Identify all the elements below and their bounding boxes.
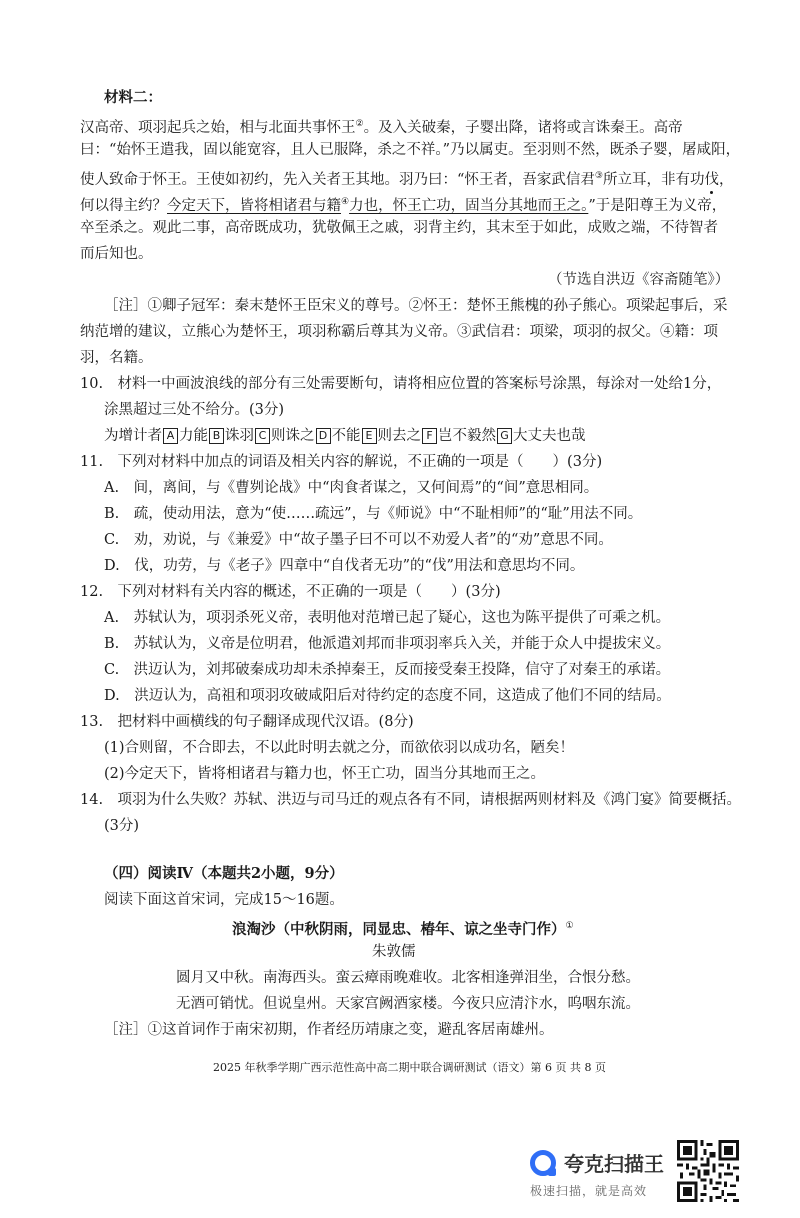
annotation-line: 羽，名籍。 (80, 350, 153, 366)
page-footer: 2025 年秋季学期广西示范性高中高二期中联合调研测试（语文）第 6 页 共 8 页 (213, 1061, 606, 1074)
question-11-option-a: A. 间，离间，与《曹刿论战》中“肉食者谋之，又何间焉”的“间”意思相同。 (104, 480, 599, 496)
question-11-option-d: D. 伐，功劳，与《老子》四章中“自伐者无功”的“伐”用法和意思均不同。 (104, 558, 585, 574)
question-11-option-c: C. 劝，劝说，与《兼爱》中“故子墨子曰不可以不劝爱人者”的“劝”意思不同。 (104, 532, 613, 548)
scanner-logo-icon (530, 1150, 556, 1176)
question-13-sentence-2: (2)今定天下，皆将相诸君与籍力也，怀王亡功，固当分其地而王之。 (104, 766, 546, 782)
question-12-option-d: D. 洪迈认为，高祖和项羽攻破咸阳后对待约定的态度不同，这造成了他们不同的结局。 (104, 688, 671, 704)
question-11-stem: 11. 下列对材料中加点的词语及相关内容的解说，不正确的一项是（ ）(3分) (80, 454, 603, 470)
scanner-slogan: 极速扫描，就是高效 (530, 1184, 648, 1198)
question-12-stem: 12. 下列对材料有关内容的概述，不正确的一项是（ ）(3分) (80, 584, 501, 600)
section-4-intro: 阅读下面这首宋词，完成15～16题。 (104, 892, 344, 908)
question-10-stem: 涂黑超过三处不给分。(3分) (104, 402, 285, 418)
poem-title: 浪淘沙（中秋阴雨，同显忠、椿年、谅之坐寺门作）① (232, 920, 574, 938)
question-12-option-b: B. 苏轼认为，义帝是位明君，他派遣刘邦而非项羽率兵入关，并能于众人中提拔宋义。 (104, 636, 671, 652)
question-14-stem: 14. 项羽为什么失败？苏轼、洪迈与司马迁的观点各有不同，请根据两则材料及《鸿门宴》简要概括。 (80, 792, 742, 808)
answer-box-f[interactable]: F (422, 428, 437, 444)
answer-box-d[interactable]: D (316, 428, 331, 444)
qr-code-icon (677, 1140, 739, 1202)
question-13-stem: 13. 把材料中画横线的句子翻译成现代汉语。(8分) (80, 714, 414, 730)
question-12-option-c: C. 洪迈认为，刘邦破秦成功却未杀掉秦王，反而接受秦王投降，信守了对秦王的承诺。 (104, 662, 671, 678)
question-10-stem: 10. 材料一中画波浪线的部分有三处需要断句，请将相应位置的答案标号涂黑，每涂对一处给1分， (80, 376, 722, 392)
material2-paragraph-line: 曰：“始怀王遣我，固以能宽容，且人已服降，杀之不祥。”乃以属吏。至羽则不然，既杀子婴，屠咸阳， (80, 142, 741, 158)
answer-box-e[interactable]: E (362, 428, 377, 444)
underlined-sentence: 力也，怀王亡功，固当分其地而王之。 (349, 197, 589, 214)
question-10-options: 为增计者 A 力能 B 诛羽 C 则诛之 D 不能 E 则去之 F 岂不毅然 G 大丈夫也哉 (104, 428, 586, 444)
question-13-sentence-1: (1)合则留，不合即去，不以此时明去就之分，而欲依羽以成功名，陋矣！ (104, 740, 575, 756)
dotted-char: 伐 (704, 171, 719, 188)
poem-author: 朱敦儒 (372, 944, 416, 960)
material2-paragraph-line: 汉高帝、项羽起兵之始，相与北面共事怀王②。及入关破秦，子婴出降，诸将或言诛秦王。高帝 (80, 119, 683, 136)
answer-box-g[interactable]: G (497, 428, 512, 444)
annotation-line: ［注］①卿子冠军：秦末楚怀王臣宋义的尊号。②怀王：楚怀王熊槐的孙子熊心。项梁起事后，采 (104, 298, 728, 314)
scanner-app-name: 夸克扫描王 (564, 1152, 664, 1176)
material2-paragraph-line: 而后知也。 (80, 246, 153, 262)
source-citation: （节选自洪迈《容斋随笔》） (548, 272, 730, 288)
poem-verse: 无酒可销忧。但说皇州。天家宫阙酒家楼。今夜只应清汴水，呜咽东流。 (176, 996, 640, 1012)
poem-annotation: ［注］①这首词作于南宋初期，作者经历靖康之变，避乱客居南雄州。 (104, 1022, 554, 1038)
section-4-title: （四）阅读Ⅳ（本题共2小题，9分） (104, 865, 344, 882)
annotation-line: 纳范增的建议，立熊心为楚怀王，项羽称霸后尊其为义帝。③武信君：项梁，项羽的叔父。④籍：项 (80, 324, 718, 340)
material2-paragraph-line: 卒至杀之。观此二事，高帝既成功，犹敬佩王之戚，羽背主约，其末至于如此，成败之端，不待智者 (80, 220, 718, 236)
answer-box-b[interactable]: B (209, 428, 224, 444)
answer-box-c[interactable]: C (255, 428, 270, 444)
question-12-option-a: A. 苏轼认为，项羽杀死义帝，表明他对范增已起了疑心，这也为陈平提供了可乘之机。 (104, 610, 671, 626)
scanner-watermark (530, 1142, 670, 1202)
material2-paragraph-line: 何以得主约？今定天下，皆将相诸君与籍④力也，怀王亡功，固当分其地而王之。”于是阳尊王为义帝， (80, 197, 727, 214)
question-11-option-b: B. 疏，使动用法，意为“使……疏远”，与《师说》中“不耻相师”的“耻”用法不同。 (104, 506, 643, 522)
underlined-sentence: 今定天下，皆将相诸君与籍 (167, 197, 341, 214)
material2-paragraph-line: 使人致命于怀王。王使如初约，先入关者王其地。羽乃曰：“怀王者，吾家武信君③所立耳，非有功伐， (80, 171, 734, 188)
material2-heading: 材料二： (104, 89, 162, 106)
question-14-stem: (3分) (104, 818, 140, 834)
poem-verse: 圆月又中秋。南海西头。蛮云瘴雨晚难收。北客相逢弹泪坐，合恨分愁。 (176, 970, 640, 986)
answer-box-a[interactable]: A (163, 428, 178, 444)
